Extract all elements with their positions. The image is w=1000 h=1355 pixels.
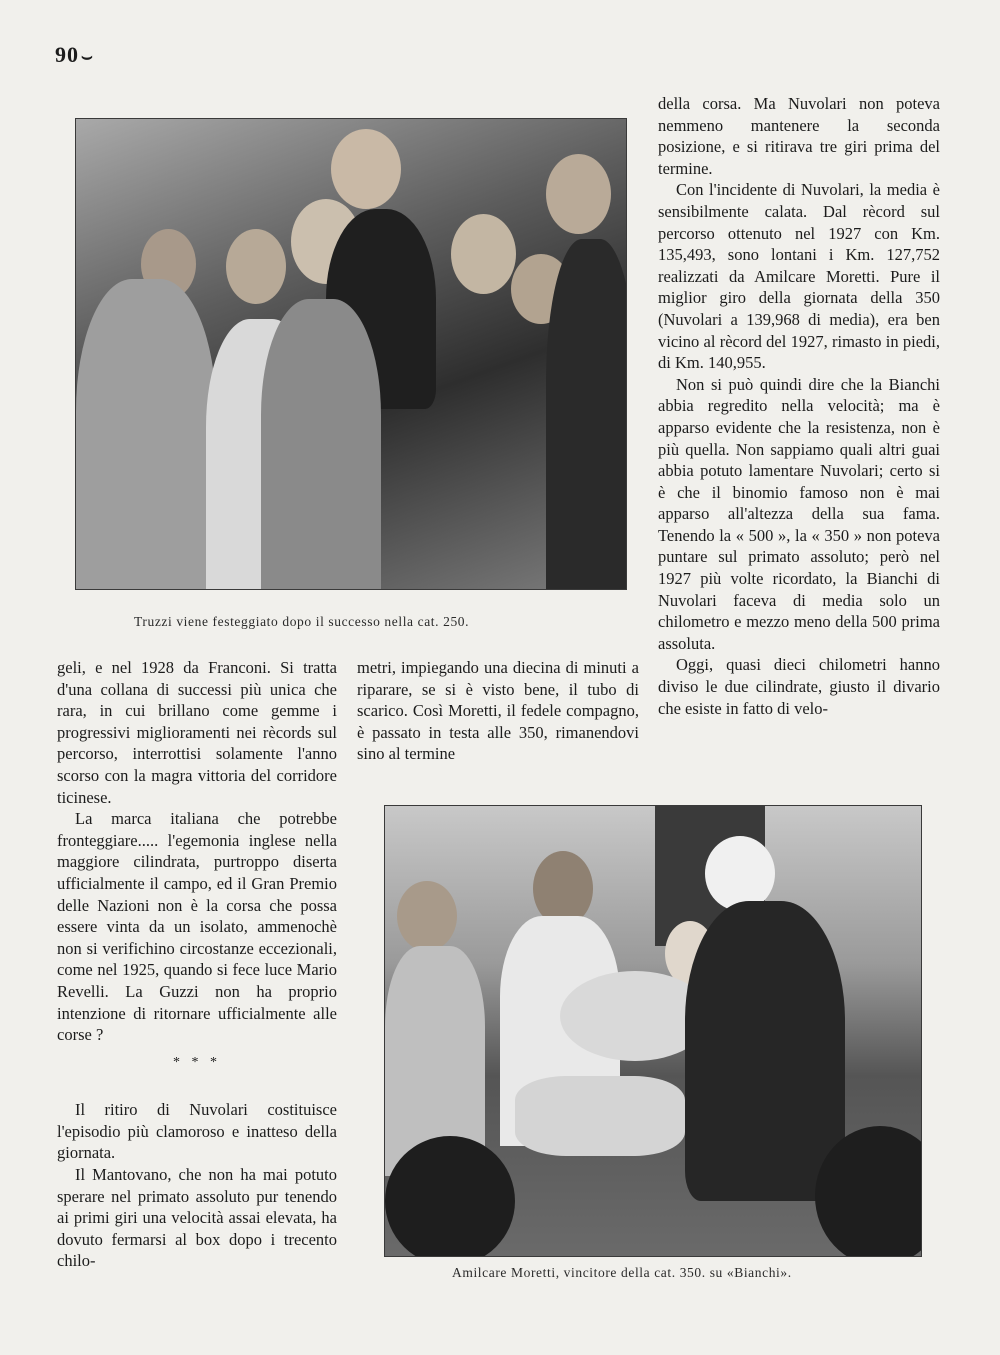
photo-caption-bottom: Amilcare Moretti, vincitore della cat. 350. su «Bianchi».	[452, 1265, 792, 1280]
paragraph: metri, impiegando una diecina di minuti a riparare, se si è visto bene, il tubo di scarico. Così Moretti, il fedele compagno, è passato in testa alle 350, rimanendovi sino al termine	[357, 658, 639, 764]
photo-crowd-celebration	[75, 118, 627, 590]
paragraph: Il Mantovano, che non ha mai potuto sperare nel primato assoluto pur tenendo ai primi giri una velocità assai elevata, ha dovuto fermarsi al box dopo i trecento chilo-	[57, 1165, 337, 1271]
section-separator: * * *	[173, 1054, 221, 1070]
photo-figure-head	[226, 229, 286, 304]
column-middle	[357, 657, 639, 765]
photo-figure-head	[397, 881, 457, 951]
photo-figure-head	[451, 214, 516, 294]
paragraph: Il ritiro di Nuvolari costituisce l'episodio più clamoroso e inatteso della giornata.	[57, 1100, 337, 1163]
photo-rider-motorcycle	[384, 805, 922, 1257]
photo-figure-body	[546, 239, 627, 590]
photo-figure-body	[76, 279, 216, 590]
paragraph: Con l'incidente di Nuvolari, la media è sensibilmente calata. Dal rècord sul percorso ottenuto nel 1927 con Km. 135,493, sono lontani i Km. 127,752 realizzati da Amilcare Moretti. Pure il miglior giro della giornata della 350 (Nuvolari a 139,968 di media), era ben vicino al rècord del 1927, rimasto in piedi, di Km. 140,955.	[658, 180, 940, 373]
photo-figure-head	[533, 851, 593, 926]
paragraph: Oggi, quasi dieci chilometri hanno diviso le due cilindrate, giusto il divario che esiste in fatto di velo-	[658, 655, 940, 718]
page-number	[55, 42, 94, 68]
paragraph: della corsa. Ma Nuvolari non poteva nemmeno mantenere la seconda posizione, e si ritirava tre giri prima del termine.	[658, 94, 940, 178]
photo-figure-head	[546, 154, 611, 234]
photo-figure-body	[685, 901, 845, 1201]
column-left	[57, 657, 337, 1272]
paragraph: La marca italiana che potrebbe fronteggiare..... l'egemonia inglese nella maggiore cilindrata, purtroppo diserta ufficialmente il campo, ed il Gran Premio delle Nazioni non è la corsa che possa essere vinta da un isolato, ammenochè non si verifichino circostanze eccezionali, come nel 1925, quando si fece luce Mario Revelli. La Guzzi non ha proprio intenzione di ritornare ufficialmente alle corse ?	[57, 809, 337, 1045]
photo-motorcycle-tank	[515, 1076, 685, 1156]
page-number-ornament: ⌣	[81, 46, 94, 66]
photo-figure-body	[261, 299, 381, 589]
paragraph: Non si può quindi dire che la Bianchi abbia regredito nella velocità; ma è apparso evidente che la resistenza, non è più quella. Non sappiamo quali altri guai abbia potuto lamentare Nuvolari; certo si è che il binomio famoso non è mai apparso all'altezza della sua fama. Tenendo la « 500 », la « 350 » non poteva puntare sul primato assoluto; però nel 1927 più volte ricordato, la Bianchi di Nuvolari faceva di media solo un chilometro e mezzo meno della 500 prima assoluta.	[658, 374, 940, 653]
column-right	[658, 93, 940, 719]
photo-figure-head	[331, 129, 401, 209]
photo-caption-top: Truzzi viene festeggiato dopo il successo nella cat. 250.	[134, 614, 470, 629]
page-number-text: 90	[55, 42, 79, 67]
photo-figure-head	[705, 836, 775, 911]
paragraph: geli, e nel 1928 da Franconi. Si tratta d'una collana di successi più unica che rara, in cui brillano come gemme i progressivi miglioramenti nei rècords sul percorso, interrottisi solamente l'anno scorso con la magra vittoria del corridore ticinese.	[57, 658, 337, 807]
photo-motorcycle-wheel	[385, 1136, 515, 1257]
